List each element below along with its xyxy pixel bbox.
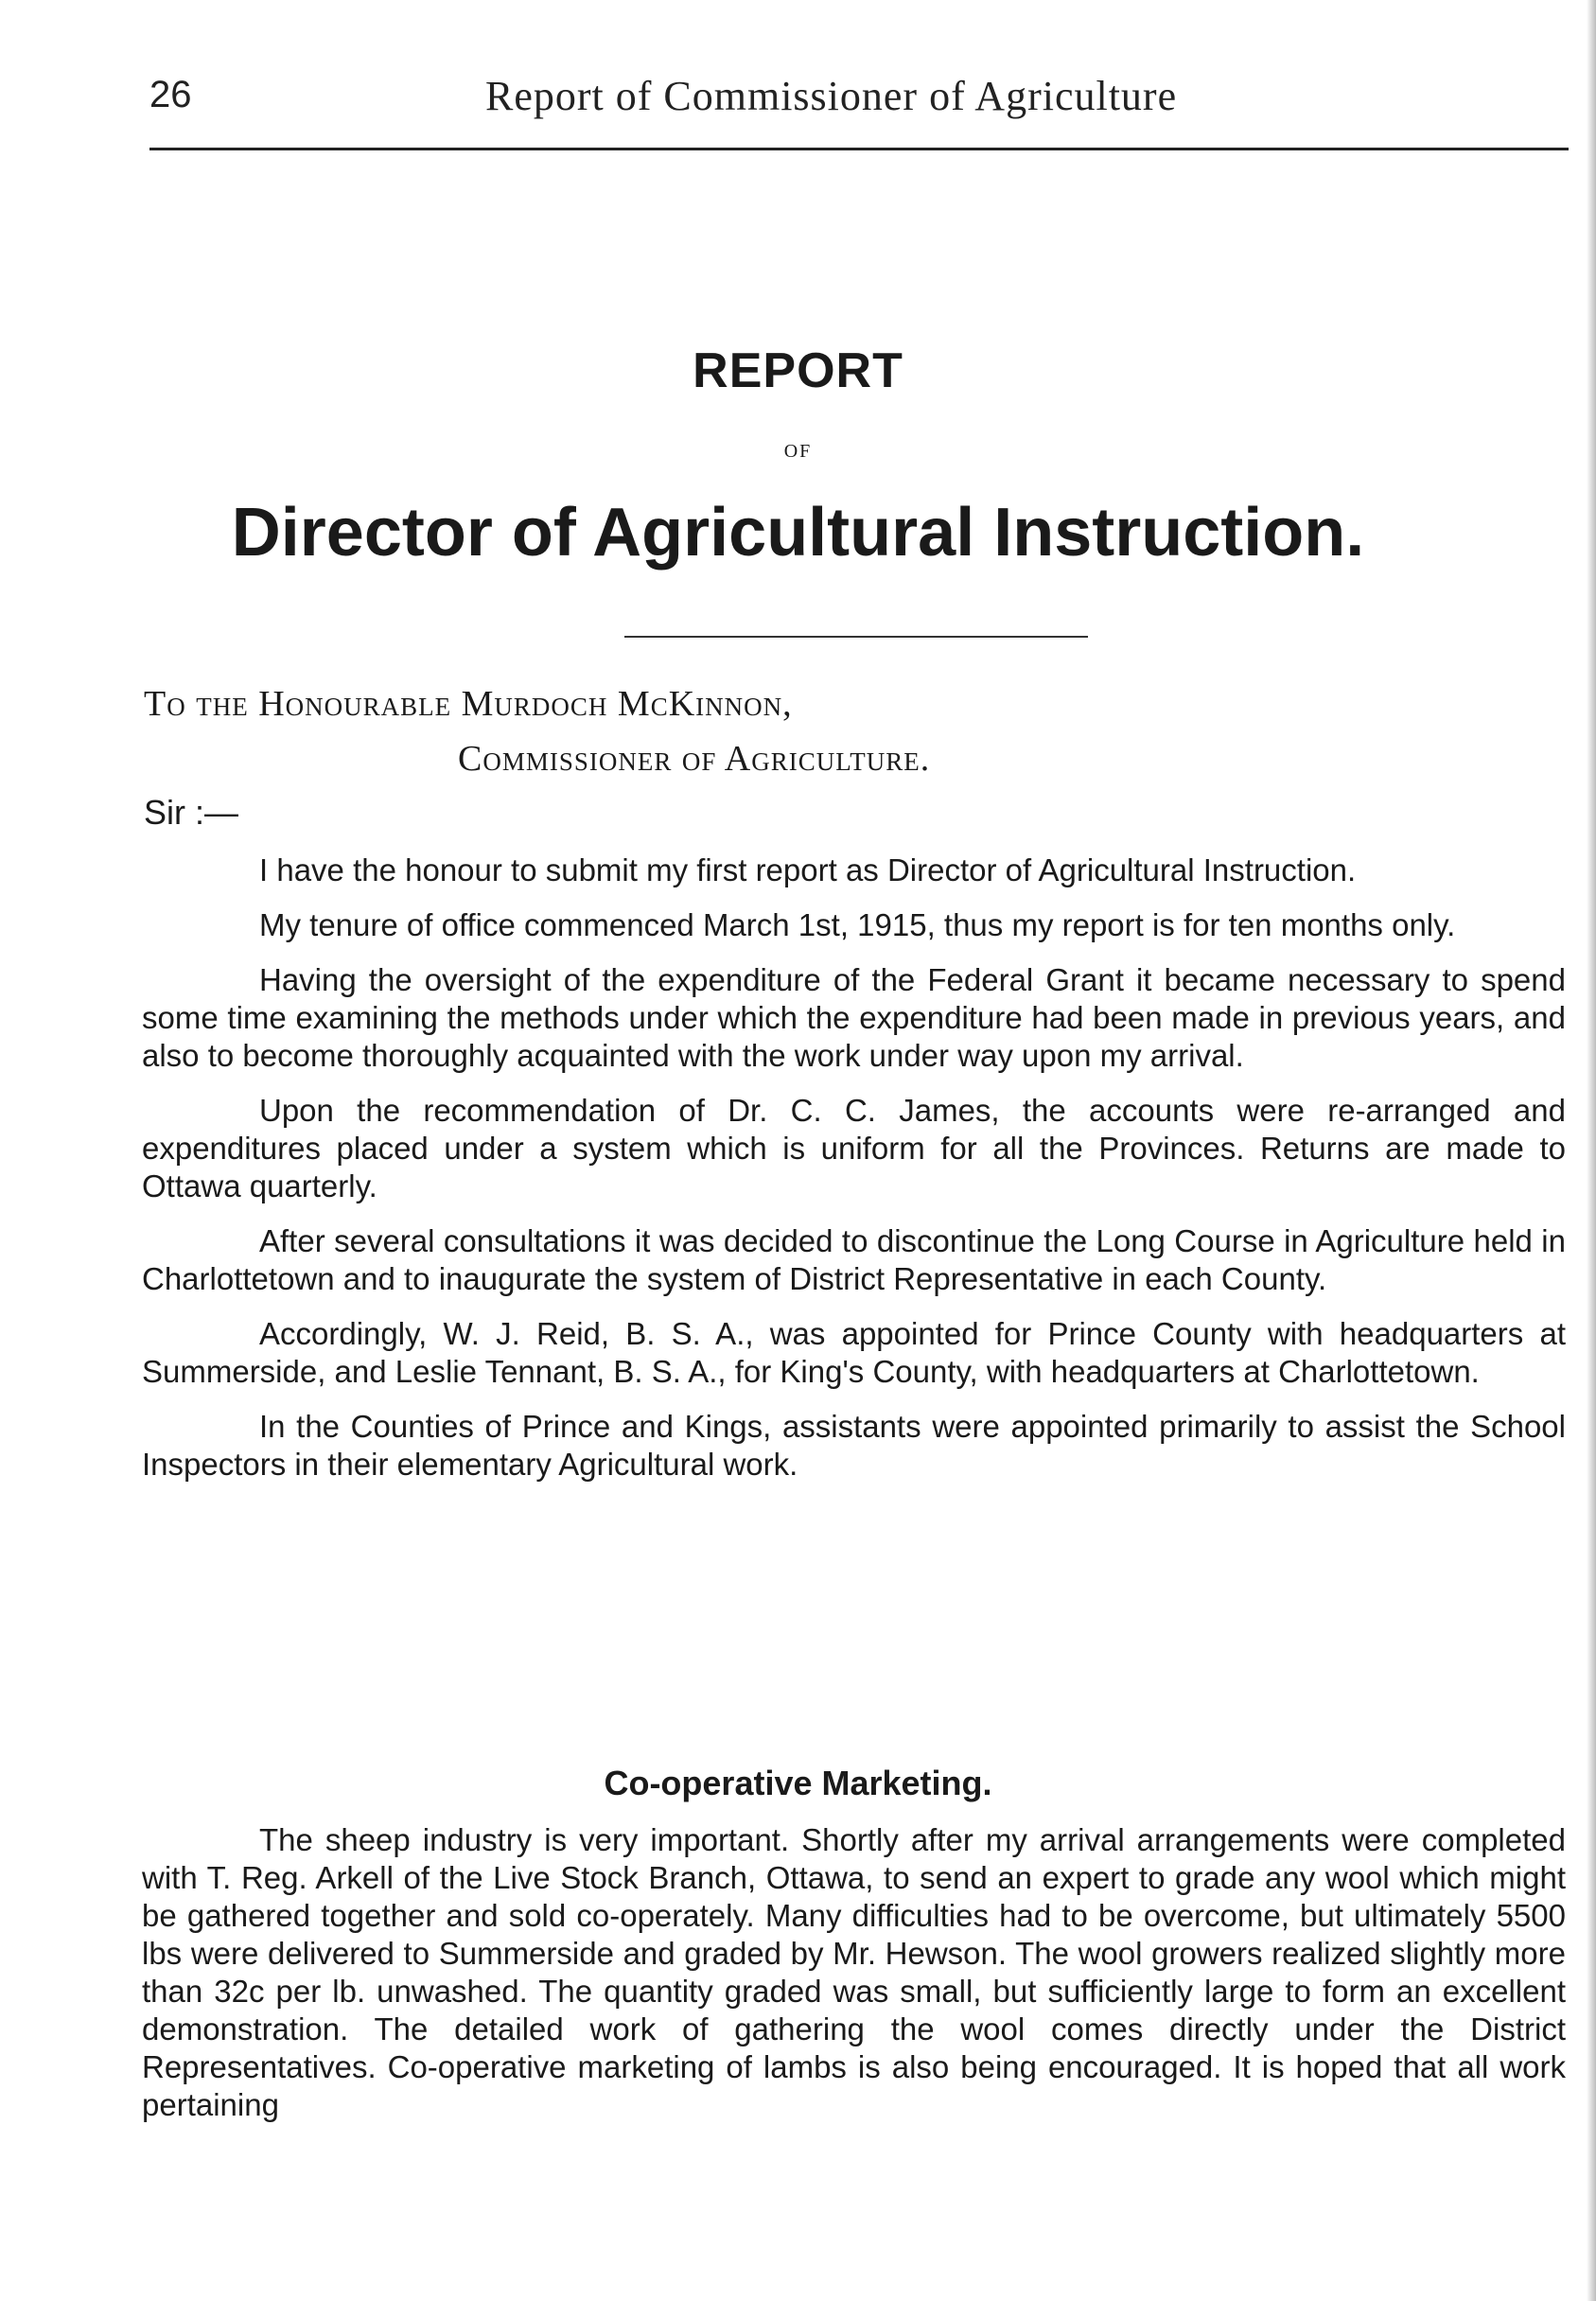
paragraph: Having the oversight of the expenditure of the Federal Grant it became necessary to spend some time examining the methods under which the expenditure had been made in previous years, and also to become thoroughly acquainted with the work under way upon my arrival.: [142, 962, 1566, 1073]
header-rule: [149, 148, 1569, 150]
page-edge-shadow: [1587, 0, 1596, 2301]
salutation: Sir :—: [144, 793, 239, 832]
report-title-of: OF: [783, 441, 813, 462]
section-body: [142, 1821, 1566, 2124]
running-header: [149, 74, 1569, 131]
paragraph: I have the honour to submit my first report as Director of Agricultural Instruction.: [259, 852, 1357, 887]
report-body: [142, 852, 1566, 1501]
addressee-title: Commissioner of Agriculture.: [458, 739, 931, 779]
paragraph: Accordingly, W. J. Reid, B. S. A., was appointed for Prince County with headquarters at Summerside, and Leslie Tennant, B. S. A., for King's County, with headquarters at Charlottetown.: [142, 1316, 1566, 1389]
paragraph: After several consultations it was decided to discontinue the Long Course in Agriculture held in Charlottetown and to inaugurate the system of District Representative in each County.: [142, 1223, 1566, 1296]
title-divider: [624, 636, 1088, 638]
paragraph: The sheep industry is very important. Shortly after my arrival arrangements were completed with T. Reg. Arkell of the Live Stock Branch, Ottawa, to send an expert to grade any wool which might be gathered together and sold co-operately. Many difficulties had to be overcome, but ultimately 5500 lbs were delivered to Summerside and graded by Mr. Hewson. The wool growers realized slightly more than 32c per lb. unwashed. The quantity graded was small, but sufficiently large to form an excellent demonstration. The detailed work of gathering the wool comes directly under the District Representatives. Co-operative marketing of lambs is also being encouraged. It is hoped that all work pertaining: [142, 1822, 1566, 2122]
page-number: 26: [149, 74, 192, 115]
section-heading: Co-operative Marketing.: [604, 1764, 992, 1802]
report-subtitle: Director of Agricultural Instruction.: [231, 495, 1365, 571]
paragraph: Upon the recommendation of Dr. C. C. James, the accounts were re-arranged and expenditures placed under a system which is uniform for all the Provinces. Returns are made to Ottawa quarterly.: [142, 1093, 1566, 1203]
addressee-line: To the Honourable Murdoch McKinnon,: [144, 684, 793, 724]
report-title: REPORT: [693, 343, 903, 398]
paragraph: My tenure of office commenced March 1st, 1915, thus my report is for ten months only.: [259, 907, 1456, 942]
paragraph: In the Counties of Prince and Kings, assistants were appointed primarily to assist the School Inspectors in their elementary Agricultural work.: [142, 1409, 1566, 1482]
running-title: Report of Commissioner of Agriculture: [485, 73, 1178, 119]
